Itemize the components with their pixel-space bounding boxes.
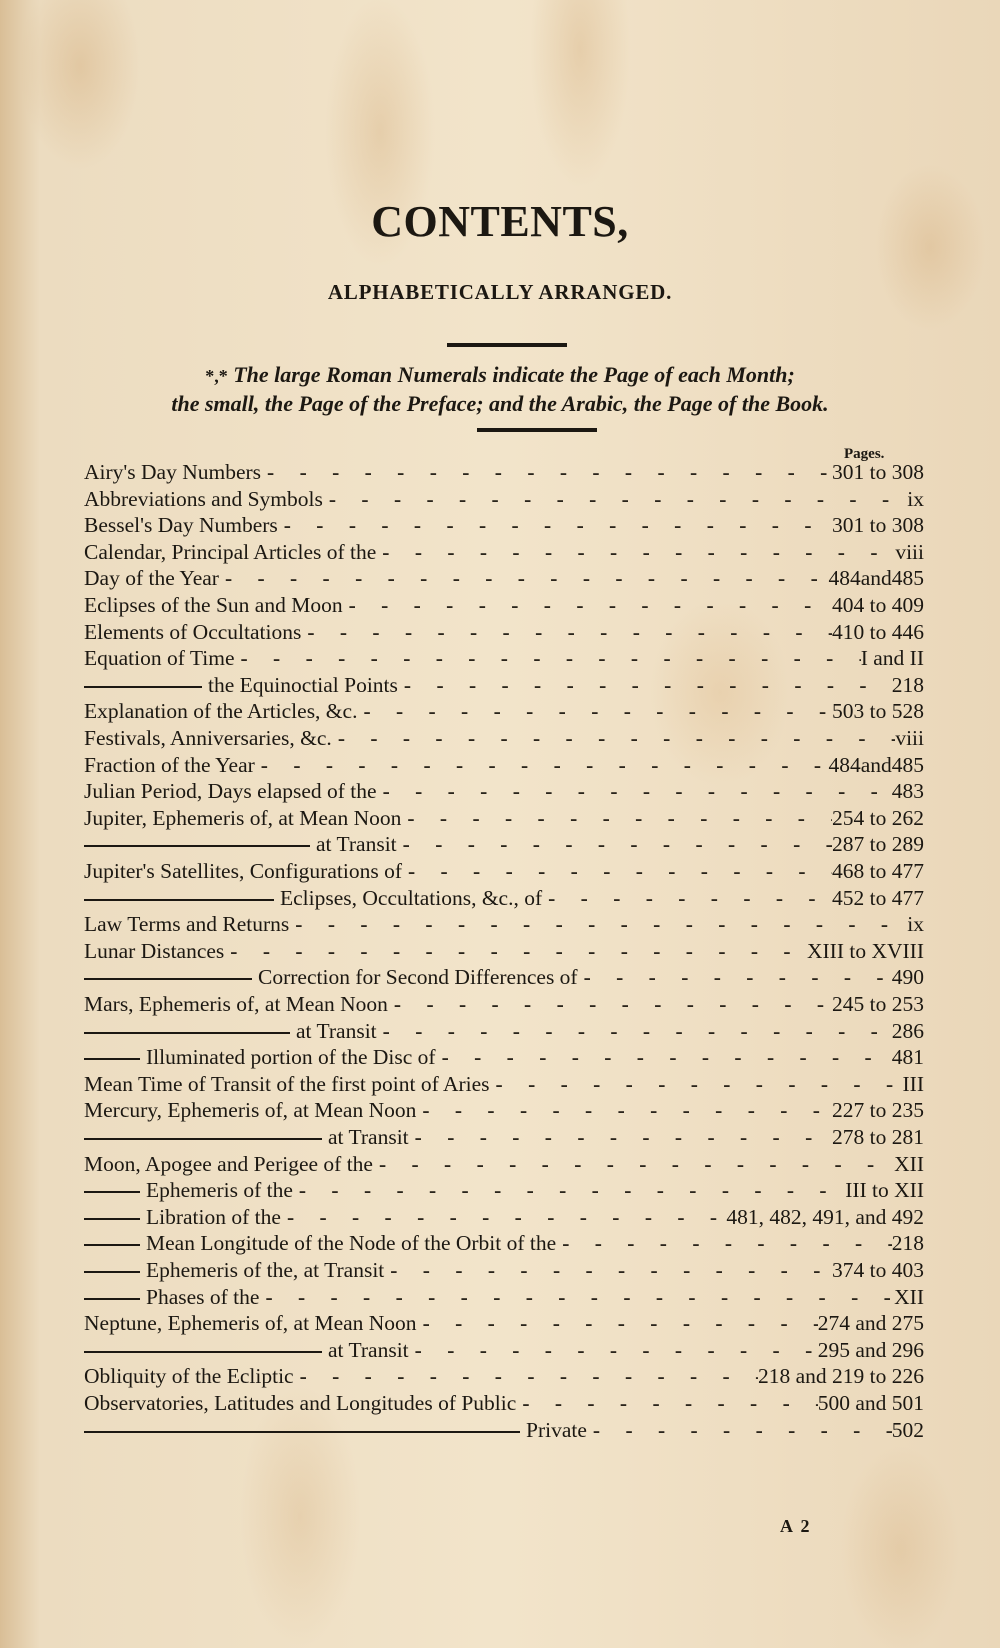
contents-entry <box>84 513 924 541</box>
entry-page: 295 and 296 <box>817 1337 924 1362</box>
entry-label: at Transit <box>316 832 397 857</box>
contents-entry <box>84 1338 924 1366</box>
contents-entry <box>84 992 924 1020</box>
entry-page: 301 to 308 <box>832 513 924 538</box>
leader-dots <box>343 593 832 618</box>
leader-dots <box>384 1258 832 1283</box>
entry-label: Fraction of the Year <box>84 752 255 777</box>
ditto-rule <box>84 1271 140 1273</box>
leader-dots <box>556 1231 892 1256</box>
entry-label: Equation of Time <box>84 646 235 671</box>
ditto-rule <box>84 845 310 847</box>
entry-label: Observatories, Latitudes and Longitudes of Public <box>84 1391 517 1415</box>
entry-label: Law Terms and Returns <box>84 912 290 937</box>
entry-page: 218 <box>891 672 924 697</box>
contents-entry <box>84 1098 924 1126</box>
entry-label: Eclipses of the Sun and Moon <box>84 593 343 617</box>
entry-page: viii <box>895 539 924 564</box>
contents-entry <box>84 859 924 887</box>
ditto-rule <box>84 1244 140 1246</box>
entry-label: Day of the Year <box>84 566 219 591</box>
entry-label: Phases of the <box>146 1284 260 1309</box>
entry-page: 286 <box>891 1018 924 1043</box>
contents-entry <box>84 1205 924 1233</box>
contents-entry <box>84 753 924 781</box>
leader-dots <box>373 1152 894 1177</box>
ditto-rule <box>84 1351 322 1353</box>
entry-label: Julian Period, Days elapsed of the <box>84 779 377 804</box>
entry-label: Mean Longitude of the Node of the Orbit of the <box>146 1231 557 1256</box>
leader-dots <box>436 1045 892 1070</box>
entry-page: 301 to 308 <box>832 460 924 484</box>
ditto-rule <box>84 1298 140 1300</box>
leader-dots <box>259 1285 894 1310</box>
leader-dots <box>397 832 832 857</box>
entry-label: at Transit <box>296 1018 377 1043</box>
entry-page: viii <box>895 726 924 750</box>
contents-entry <box>84 912 924 940</box>
leader-dots <box>587 1418 892 1443</box>
notice-line-2: the small, the Page of the Preface; and the Arabic, the Page of the Book. <box>171 391 829 416</box>
entry-page: III <box>902 1071 924 1096</box>
contents-entry <box>84 832 924 860</box>
contents-entry <box>84 460 924 488</box>
entry-page: ix <box>907 486 924 511</box>
ditto-rule <box>84 1218 140 1220</box>
leader-dots <box>409 1338 818 1363</box>
leader-dots <box>281 1205 726 1230</box>
entry-label: at Transit <box>328 1125 409 1149</box>
entry-page: 404 to 409 <box>832 593 924 617</box>
notice-text-1: The large Roman Numerals indicate the Page of each Month; <box>233 362 795 387</box>
entry-page: ix <box>907 912 924 937</box>
entry-page: 374 to 403 <box>832 1258 924 1282</box>
entry-page: 481 <box>891 1045 924 1070</box>
page-subtitle: ALPHABETICALLY ARRANGED. <box>327 280 673 304</box>
leader-dots <box>402 859 832 884</box>
contents-entry <box>84 1231 924 1259</box>
leader-dots <box>542 886 832 911</box>
leader-dots <box>261 460 832 485</box>
entry-label: Elements of Occultations <box>84 619 302 644</box>
ditto-rule <box>84 899 274 901</box>
contents-entry <box>84 806 924 834</box>
ditto-rule <box>84 1058 140 1060</box>
entry-label: Mars, Ephemeris of, at Mean Noon <box>84 992 388 1016</box>
leader-dots <box>490 1072 903 1097</box>
contents-entry <box>84 939 924 967</box>
entry-label: Libration of the <box>146 1204 281 1229</box>
contents-entry <box>84 726 924 754</box>
entry-page: 502 <box>891 1417 924 1442</box>
contents-entry <box>84 487 924 515</box>
leader-dots <box>578 965 892 990</box>
entry-label: Ephemeris of the <box>146 1178 293 1203</box>
entry-page: I and II <box>860 646 924 671</box>
contents-entry <box>84 1285 924 1313</box>
entry-label: Moon, Apogee and Perigee of the <box>84 1151 373 1176</box>
ditto-rule <box>84 978 252 980</box>
contents-entry <box>84 620 924 648</box>
leader-dots <box>301 620 832 645</box>
entry-label: Festivals, Anniversaries, &c. <box>84 726 332 750</box>
entry-label: Calendar, Principal Articles of the <box>84 539 377 564</box>
contents-entry <box>84 1418 924 1446</box>
entry-page: 274 and 275 <box>817 1311 924 1336</box>
contents-entry <box>84 886 924 914</box>
entry-label: Jupiter, Ephemeris of, at Mean Noon <box>84 805 402 830</box>
leader-dots <box>278 513 832 538</box>
leader-dots <box>219 566 829 591</box>
leader-dots <box>377 1019 892 1044</box>
contents-entry <box>84 1364 924 1392</box>
contents-entry <box>84 593 924 621</box>
entry-label: Airy's Day Numbers <box>84 460 262 484</box>
leader-dots <box>416 1098 832 1123</box>
contents-entry <box>84 1258 924 1286</box>
contents-entry <box>84 1019 924 1047</box>
pages-column-heading: Pages. <box>844 446 885 462</box>
leader-dots <box>235 646 861 671</box>
entry-label: Illuminated portion of the Disc of <box>146 1045 436 1070</box>
contents-entry <box>84 1045 924 1073</box>
divider-rule-bottom <box>477 428 597 432</box>
ditto-rule <box>84 1138 322 1140</box>
entry-page: 490 <box>891 965 924 990</box>
entry-label: the Equinoctial Points <box>208 672 398 697</box>
ditto-rule <box>84 1431 520 1433</box>
entry-page: 245 to 253 <box>832 992 924 1016</box>
entry-label: Private <box>526 1417 587 1442</box>
entry-page: 218 <box>891 1231 924 1256</box>
leader-dots <box>376 540 895 565</box>
entry-page: XIII to XVIII <box>806 938 924 963</box>
leader-dots <box>323 487 907 512</box>
leader-dots <box>289 912 907 937</box>
contents-entry <box>84 540 924 568</box>
contents-entry <box>84 1072 924 1100</box>
entry-label: Mean Time of Transit of the first point of Aries <box>84 1071 490 1096</box>
ditto-rule <box>84 1191 140 1193</box>
entry-label: Mercury, Ephemeris of, at Mean Noon <box>84 1098 417 1123</box>
entry-page: III to XII <box>845 1178 924 1203</box>
entry-label: Lunar Distances <box>84 938 225 963</box>
entry-page: 484and485 <box>828 752 924 777</box>
ditto-rule <box>84 1032 290 1034</box>
contents-entry <box>84 1178 924 1206</box>
contents-entry <box>84 1391 924 1419</box>
entry-page: 500 and 501 <box>817 1391 924 1415</box>
contents-entry <box>84 646 924 674</box>
entry-page: 483 <box>891 779 924 804</box>
contents-entry <box>84 566 924 594</box>
entry-page: 503 to 528 <box>832 699 924 724</box>
leader-dots <box>388 992 832 1017</box>
contents-entry <box>84 779 924 807</box>
entry-page: 468 to 477 <box>832 859 924 883</box>
entry-page: 254 to 262 <box>832 805 924 830</box>
leader-dots <box>401 806 832 831</box>
entry-page: 452 to 477 <box>832 885 924 910</box>
contents-entry <box>84 1311 924 1339</box>
contents-entry <box>84 1152 924 1180</box>
entry-label: at Transit <box>328 1337 409 1362</box>
leader-dots <box>332 726 896 751</box>
entry-label: Bessel's Day Numbers <box>84 513 278 538</box>
leader-dots <box>294 1364 758 1389</box>
contents-entry <box>84 1125 924 1153</box>
entry-page: XII <box>894 1151 924 1176</box>
leader-dots <box>516 1391 817 1416</box>
entry-page: 484and485 <box>828 566 924 591</box>
entry-label: Jupiter's Satellites, Configurations of <box>84 859 402 883</box>
leader-dots <box>255 753 829 778</box>
divider-rule-top <box>447 343 567 347</box>
entry-page: 481, 482, 491, and 492 <box>726 1204 924 1229</box>
entry-label: Obliquity of the Ecliptic <box>84 1364 294 1389</box>
contents-entry <box>84 965 924 993</box>
entry-page: 410 to 446 <box>832 619 924 644</box>
entry-label: Correction for Second Differences of <box>258 965 578 990</box>
ditto-rule <box>84 686 202 688</box>
entry-page: 227 to 235 <box>832 1098 924 1123</box>
entry-label: Abbreviations and Symbols <box>84 486 323 511</box>
contents-entry <box>84 673 924 701</box>
entry-page: 278 to 281 <box>832 1125 924 1149</box>
contents-entry <box>84 699 924 727</box>
leader-dots <box>417 1311 818 1336</box>
leader-dots <box>409 1125 832 1150</box>
leader-dots <box>357 699 832 724</box>
asterism-marker: *,* <box>205 366 228 386</box>
entry-label: Explanation of the Articles, &c. <box>84 699 358 724</box>
entry-label: Ephemeris of the, at Transit <box>146 1258 385 1282</box>
leader-dots <box>377 779 892 804</box>
entry-label: Eclipses, Occultations, &c., of <box>280 885 543 910</box>
notice-line-1 <box>60 360 940 391</box>
signature-mark: A 2 <box>780 1516 812 1536</box>
entry-page: 218 and 219 to 226 <box>757 1364 924 1389</box>
entry-label: Neptune, Ephemeris of, at Mean Noon <box>84 1311 417 1336</box>
entry-page: 287 to 289 <box>832 832 924 857</box>
entry-page: XII <box>894 1284 924 1309</box>
leader-dots <box>398 673 892 698</box>
leader-dots <box>293 1178 845 1203</box>
page-title: CONTENTS, <box>371 197 629 246</box>
leader-dots <box>224 939 807 964</box>
